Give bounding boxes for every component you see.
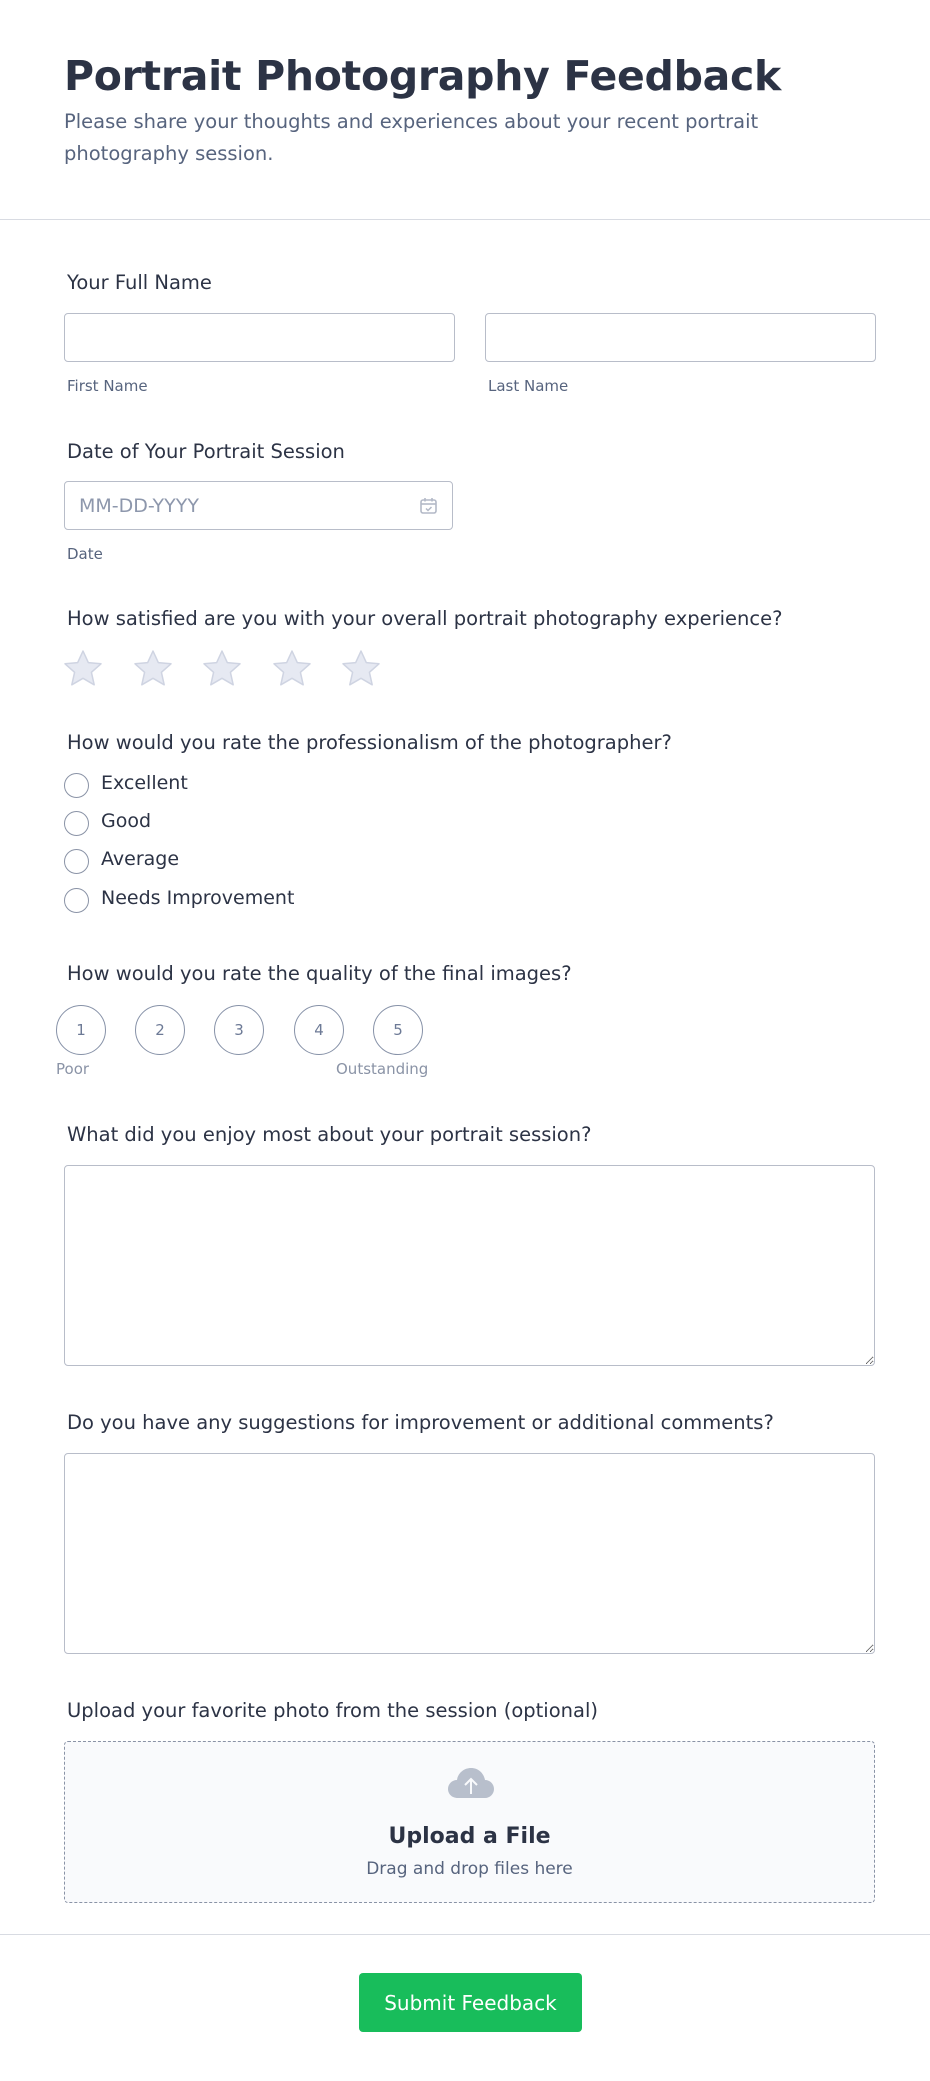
session-date-input[interactable] xyxy=(64,481,453,530)
full-name-label: Your Full Name xyxy=(67,271,212,294)
radio-button[interactable] xyxy=(64,773,89,798)
scale-high-caption: Outstanding xyxy=(336,1060,429,1078)
upload-label: Upload your favorite photo from the session (optional) xyxy=(67,1699,598,1722)
scale-option-3[interactable]: 3 xyxy=(214,1005,264,1055)
satisfaction-label: How satisfied are you with your overall portrait photography experience? xyxy=(67,607,783,630)
radio-label: Average xyxy=(101,848,180,870)
submit-button[interactable]: Submit Feedback xyxy=(359,1973,582,2032)
date-sublabel: Date xyxy=(67,545,103,563)
radio-button[interactable] xyxy=(64,849,89,874)
star-icon-3[interactable] xyxy=(201,648,243,690)
suggestions-textarea[interactable] xyxy=(64,1453,875,1654)
page-subtitle: Please share your thoughts and experiences about your recent portrait photography session. xyxy=(64,110,759,165)
last-name-input[interactable] xyxy=(485,313,876,362)
enjoy-textarea[interactable] xyxy=(64,1165,875,1366)
radio-label: Good xyxy=(101,810,152,832)
star-icon-4[interactable] xyxy=(271,648,313,690)
scale-option-4[interactable]: 4 xyxy=(294,1005,344,1055)
star-icon-5[interactable] xyxy=(340,648,382,690)
first-name-sublabel: First Name xyxy=(67,377,148,395)
radio-label: Needs Improvement xyxy=(101,887,295,909)
star-icon-2[interactable] xyxy=(132,648,174,690)
form-header xyxy=(0,0,930,220)
star-icon-1[interactable] xyxy=(62,648,104,690)
quality-label: How would you rate the quality of the final images? xyxy=(67,962,572,985)
page-title: Portrait Photography Feedback xyxy=(64,52,781,100)
scale-option-1[interactable]: 1 xyxy=(56,1005,106,1055)
file-upload-dropzone[interactable] xyxy=(64,1741,875,1903)
form-footer xyxy=(0,1934,930,2081)
professionalism-label: How would you rate the professionalism of the photographer? xyxy=(67,731,672,754)
scale-low-caption: Poor xyxy=(56,1060,90,1078)
radio-label: Excellent xyxy=(101,772,188,794)
suggestions-label: Do you have any suggestions for improvement or additional comments? xyxy=(67,1411,774,1434)
first-name-input[interactable] xyxy=(64,313,455,362)
scale-option-5[interactable]: 5 xyxy=(373,1005,423,1055)
upload-subtitle: Drag and drop files here xyxy=(366,1859,573,1879)
radio-button[interactable] xyxy=(64,811,89,836)
enjoy-label: What did you enjoy most about your portrait session? xyxy=(67,1123,592,1146)
calendar-icon[interactable] xyxy=(418,495,440,517)
radio-button[interactable] xyxy=(64,888,89,913)
scale-option-2[interactable]: 2 xyxy=(135,1005,185,1055)
session-date-label: Date of Your Portrait Session xyxy=(67,440,345,463)
upload-title: Upload a File xyxy=(388,1824,551,1849)
cloud-upload-icon xyxy=(446,1766,496,1802)
last-name-sublabel: Last Name xyxy=(488,377,569,395)
